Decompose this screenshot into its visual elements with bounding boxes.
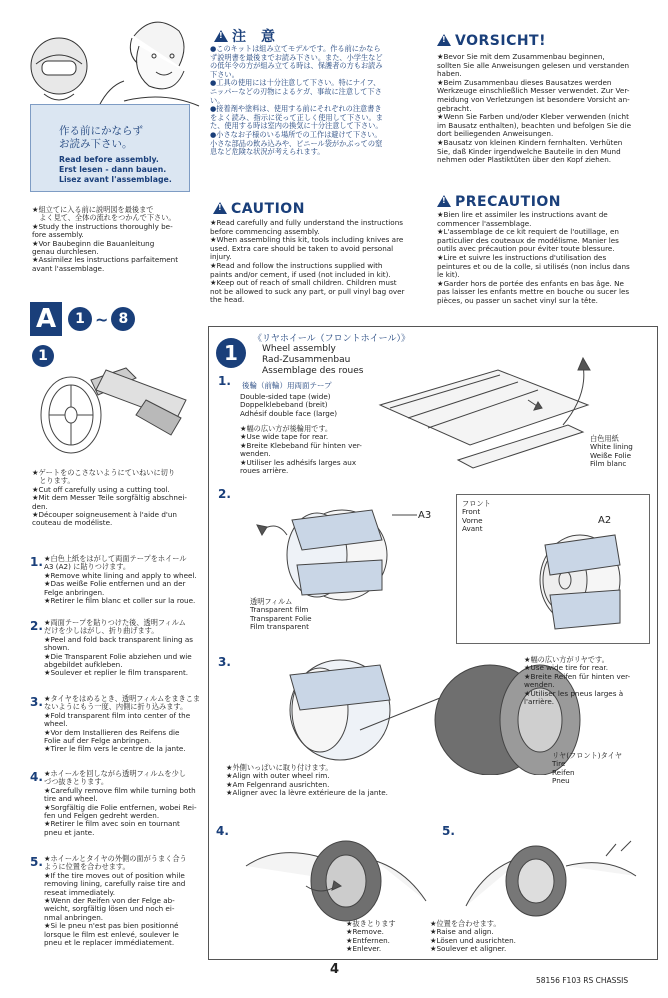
left-step-text: ★ホイールを回しながら透明フィルムを少し づつ抜きとります。 ★Carefully remove film while turning both tire and wheel. ★Sorgfältig die Folie entfernen, wobei Rei- fen und Felgen gedreht werden. ★Retirer le film avec soin en tournant pneu et jante.	[44, 769, 197, 837]
assembly-step-2-num: 2.	[218, 487, 231, 501]
caution-heading: !CAUTION	[213, 198, 305, 217]
step1-badge: 1	[32, 345, 54, 367]
warning-triangle-icon	[214, 30, 228, 42]
white-lining-label: 白色用紙 White lining Weiße Folie Film blanc	[590, 434, 633, 469]
intro-en: Read before assembly.	[59, 155, 159, 164]
left-step-text: ★白色上紙をはがして両面テープをホイール A3 (A2) に貼りつけます。 ★Remove white lining and apply to wheel. ★Das weiße Folie entfernen und an der Felge anbringen. ★Retirer le film blanc et coller sur la roue.	[44, 554, 197, 606]
section-range-sep: ~	[95, 309, 109, 329]
align-tire-illustration	[456, 826, 656, 926]
raise-align-note: ★位置を合わせます。 ★Raise and align. ★Lösen und ausrichten. ★Soulever et aligner.	[430, 919, 516, 954]
vorsicht-heading: !VORSICHT!	[437, 30, 546, 49]
intro-de: Erst lesen - dann bauen.	[59, 165, 167, 174]
tape-width-note: ★幅の広い方が後輪用です。 ★Use wide tape for rear. ★Breite Klebeband für hinten ver- wenden. ★Utiliser les adhésifs larges aux roues arrière.	[240, 424, 362, 476]
assembly-badge: 1	[216, 338, 246, 368]
page-number: 4	[330, 962, 340, 977]
front-label: フロント Front Vorne Avant	[462, 499, 491, 534]
left-step-5	[30, 855, 206, 947]
warning-triangle-icon	[437, 195, 451, 207]
tire-label: リヤ(フロント)タイヤ Tire Reifen Pneu	[552, 751, 623, 786]
align-rim-note: ★外側いっぱいに取り付けます。 ★Align with outer wheel rim. ★Am Felgenrand ausrichten. ★Aligner avec la lèvre extérieure de la jante.	[226, 763, 388, 798]
left-step-3	[30, 695, 206, 754]
double-sided-tape-illustration	[378, 350, 608, 470]
transparent-film-label: 透明フィルム Transparent film Transparent Folie Film transparent	[250, 597, 312, 632]
vorsicht-body: ★Bevor Sie mit dem Zusammenbau beginnen, sollten Sie alle Anweisungen gelesen und verstanden haben. ★Beim Zusammenbau dieses Bausatzes werden Werkzeuge einschließlich Messer verwendet. Zur Ver- meidung von Verletzungen ist besondere Vorsicht an- gebracht. ★Wenn Sie Farben und/oder Kleber verwenden (nicht im Bausatz enthalten), beachten und befolgen Sie die dort beiliegenden Anweisungen. ★Bausatz von kleinen Kindern fernhalten. Verhüten Sie, daß Kinder irgendwelche Bauteile in den Mund nehmen oder Plastiktüten über den Kopf ziehen.	[437, 52, 632, 165]
left-step-num: 4.	[30, 770, 43, 784]
tape-labels: Double-sided tape (wide) Doppelklebeband (breit) Adhésif double face (large)	[240, 392, 338, 418]
left-step-text: ★タイヤをはめるとき、透明フィルムをまきこま ないようにもう一度、内側に折り込みます。 ★Fold transparent film into center of the wheel. ★Vor dem Installieren des Reifens die Folie auf der Felge anbringen. ★Tirer le film vers le centre de la jante.	[44, 694, 201, 754]
remove-note: ★抜きとります ★Remove. ★Entfernen. ★Enlever.	[346, 919, 396, 954]
warning-triangle-icon	[213, 202, 227, 214]
warning-triangle-icon	[437, 34, 451, 46]
intro-jp: 作る前にかならず お読み下さい。	[59, 125, 143, 150]
section-letter: A	[30, 302, 62, 336]
assembly-title-jp: 《リヤホイール（フロントホイール）》	[253, 334, 410, 344]
left-step-num: 1.	[30, 555, 43, 569]
precaution-heading: !PRECAUTION	[437, 191, 561, 210]
model-code: 58156 F103 RS CHASSIS	[536, 976, 629, 985]
remove-film-illustration	[236, 826, 436, 926]
wheel-tape-folding-illustration	[232, 495, 442, 605]
assembly-step-1-num: 1.	[218, 374, 231, 388]
left-step-1	[30, 555, 206, 605]
cut-note: ★ゲートをのこさないようにていねいに切り とります。 ★Cut off carefully using a cutting tool. ★Mit dem Messer Teile sorgfältig abschnei- den. ★Découper soigneusement à l'aide d'un couteau de modéliste.	[32, 468, 187, 528]
read-before-assembly-box	[30, 104, 190, 192]
jp-warning-body: ●このキットは組み立てモデルです。作る前にかなら ず説明書を最後までお読み下さい。また、小学生など の低年令の方が組み立てる時は、保護者の方もお読み 下さい。 ●工具の使用には十分注意して下さい。特にナイフ、 ニッパーなどの刃物によるケガ、事故に注意して下さ い。 ●接着剤や塗料は、使用する前にそれぞれの注意書き をよく読み、指示に従って正しく使用して下さい。ま た、使用する時は室内の換気に十分注意して下さい。 ●小さなお子様のいる場所での工作は避けて下さい。 小さな部品の飲み込みや、ビニール袋がかぶっての窒 息など危険な状況が考えられます。	[210, 44, 383, 157]
left-step-num: 3.	[30, 695, 43, 709]
wheel-cutting-illustration	[36, 360, 206, 460]
section-badge	[30, 302, 135, 336]
left-step-text: ★両面テープを貼りつけた後、透明フィルム だけを少しはがし、折り曲げます。 ★Peel and fold back transparent lining as shown. ★Die Transparent Folie abziehen und wie abgebildet aufkleben. ★Soulever et replier le film transparent.	[44, 618, 194, 678]
left-step-2	[30, 619, 206, 678]
section-range-to: 8	[111, 307, 135, 331]
assembly-title-en: Wheel assembly	[262, 344, 336, 354]
left-step-num: 5.	[30, 855, 43, 869]
tape-label-jp: 後輪（前輪）用両面テープ	[242, 381, 332, 390]
assembly-step-4-num: 4.	[216, 824, 229, 838]
assembly-title-fr: Assemblage des roues	[262, 366, 364, 376]
caution-body: ★Read carefully and fully understand the instructions before commencing assembly. ★When assembling this kit, tools including knives are used. Extra care should be taken to avoid personal injury. ★Read and follow the instructions supplied with paints and/or cement, if used (not included in kit). ★Keep out of reach of small children. Children must not be allowed to suck any part, or pull vinyl bag over the head.	[210, 218, 405, 305]
wide-tire-note: ★幅の広い方がリヤです。 ★Use wide tire for rear. ★Breite Reifen für hinten ver- wenden. ★Utiliser les pneus larges à l'arrière.	[524, 655, 631, 707]
part-a3-label: A3	[418, 510, 432, 521]
assembly-step-3-num: 3.	[218, 655, 231, 669]
left-step-4	[30, 770, 206, 837]
precaution-body: ★Bien lire et assimiler les instructions avant de commencer l'assemblage. ★L'assemblage de ce kit requiert de l'outillage, en particulier des couteaux de modélisme. Manier les outils avec précaution pour éviter toute blessure. ★Lire et suivre les instructions d'utilisation des peintures et ou de la colle, si utilisés (non inclus dans le kit). ★Garder hors de portée des enfants en bas âge. Ne pas laisser les enfants mettre en bouche ou sucer les pièces, ou passer un sachet vinyl sur la tête.	[437, 210, 630, 305]
left-step-num: 2.	[30, 619, 43, 633]
assembly-step-5-num: 5.	[442, 824, 455, 838]
intro-fr: Lisez avant l'assemblage.	[59, 175, 172, 184]
section-range-from: 1	[68, 307, 92, 331]
left-step-text: ★ホイールとタイヤの外側の面がうまく合う ように位置を合わせます。 ★If the tire moves out of position while removing lining, carefully raise tire and reseat immediately. ★Wenn der Reifen von der Felge ab- weicht, sorgfältig lösen und noch ei- nmal anbringen. ★Si le pneu n'est pas bien positionné lorsque le film est enlevé, soulever le pneu et le replacer immédiatement.	[44, 854, 187, 948]
jp-warning-heading: !注 意	[214, 26, 276, 46]
part-a2-label: A2	[598, 515, 612, 526]
intro-notes: ★組立てに入る前に説明図を最後まで よく見て、全体の流れをつかんで下さい。 ★Study the instructions thoroughly be- fore assembly. ★Vor Baubeginn die Bauanleitung genau durchlesen. ★Assimilez les instructions parfaitement avant l'assemblage.	[32, 205, 179, 273]
front-wheel-illustration	[505, 525, 645, 635]
assembly-title-de: Rad-Zusammenbau	[262, 355, 351, 365]
mechanic-cartoon	[14, 6, 204, 116]
